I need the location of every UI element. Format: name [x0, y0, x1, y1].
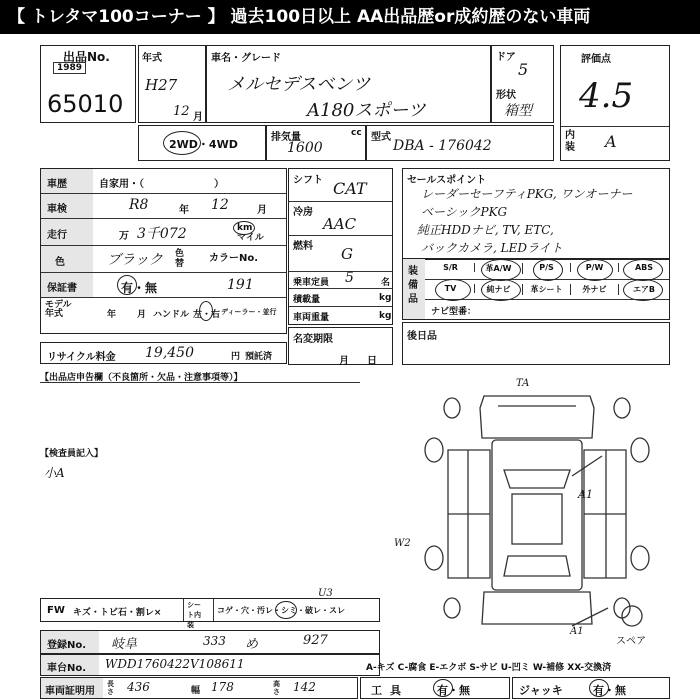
- registration-kana: め: [245, 637, 259, 652]
- registration-box: [40, 630, 380, 654]
- equip-leather-seat: 革シート: [523, 284, 571, 295]
- drive-value: 2WD・4WD: [169, 138, 238, 151]
- displacement-label: 排気量: [271, 132, 301, 143]
- color-value: ブラック: [107, 252, 163, 268]
- interior-label: 内装: [565, 130, 575, 153]
- displacement-unit: cc: [351, 128, 362, 138]
- inspection-label: 車検: [41, 194, 93, 218]
- score-label: 評価点: [581, 54, 611, 65]
- exhibitor-notes-label: 【出品店申告欄（不良箇所・欠品・注意事項等）】: [40, 373, 243, 383]
- spare-label: スペア: [616, 636, 646, 647]
- sales-line-4: バックカメラ, LEDライト: [421, 241, 563, 255]
- equipment-box: [402, 258, 670, 320]
- color-code-label: カラーNo.: [209, 253, 259, 264]
- sales-line-2: ベーシックPKG: [421, 205, 508, 219]
- seat-value: コゲ・穴・汚レ・シミ・破レ・スレ: [217, 606, 345, 615]
- type-box: [366, 125, 554, 161]
- inspection-month: 12: [211, 197, 229, 213]
- displacement-box: [266, 125, 366, 161]
- fuel-label: 燃料: [293, 241, 313, 252]
- seat-label: シート内装: [187, 601, 201, 629]
- registration-class: 333: [203, 634, 226, 648]
- load-label: 積載量: [293, 295, 321, 305]
- after-delivery-label: 後日品: [407, 331, 437, 342]
- diagram-top-note: TA: [516, 378, 530, 389]
- handle-value: 左・右: [193, 310, 221, 320]
- recycle-deposit: 預託済: [245, 352, 273, 362]
- warranty-number: 191: [227, 277, 254, 293]
- equip-airbag: エアB: [632, 285, 656, 294]
- door-value: 5: [518, 60, 529, 79]
- equip-genuine-navi: 純ナビ: [475, 284, 523, 295]
- fw-label: FW: [47, 605, 65, 616]
- header-banner: 【 トレタマ100コーナー 】 過去100日以上 AA出品歴or成約歴のない車両: [0, 0, 700, 34]
- tools-box: [360, 677, 510, 699]
- shift-value: CAT: [333, 179, 367, 198]
- inspection-year-unit: 年: [179, 205, 189, 216]
- width-value: 178: [211, 680, 234, 694]
- model-grade: A180スポーツ: [307, 100, 426, 121]
- capacity-label: 乗車定員: [293, 278, 330, 288]
- diagram-left-note: W2: [394, 538, 411, 549]
- type-label: 型式: [371, 132, 391, 143]
- fuel-value: G: [341, 245, 353, 263]
- color-change-label: 色替: [175, 249, 185, 269]
- model-name: メルセデスベンツ: [227, 74, 371, 95]
- fw-box: [40, 598, 380, 629]
- jack-value: 有・無: [593, 684, 626, 697]
- registration-label: 登録No.: [41, 631, 99, 653]
- equip-sr: S/R: [427, 263, 475, 272]
- name-change-box: [288, 327, 393, 365]
- shift-label: シフト: [293, 175, 323, 186]
- mileage-value: 3千072: [137, 226, 187, 242]
- year-label: 年式: [142, 53, 162, 64]
- height-value: 142: [293, 680, 316, 694]
- door-box: [491, 45, 554, 123]
- type-value: DBA - 176042: [393, 138, 492, 154]
- equip-ext-navi: 外ナビ: [571, 284, 619, 295]
- inspection-era: R8: [129, 197, 149, 213]
- shape-value: 箱型: [504, 103, 532, 119]
- history-value: 自家用・（ ）: [99, 179, 224, 190]
- capacity-unit: 名: [381, 278, 391, 288]
- inspection-month-unit: 月: [257, 205, 267, 216]
- height-label: 高さ: [273, 680, 280, 696]
- after-delivery-box: [402, 322, 670, 365]
- door-label: ドア: [496, 52, 516, 63]
- history-label: 車歴: [41, 169, 93, 193]
- drive-box: [138, 125, 266, 161]
- diagram-side-note: A1: [578, 488, 593, 501]
- mileage-unit: km マイル: [237, 223, 264, 243]
- chassis-label: 車台No.: [41, 655, 99, 675]
- registration-number: 927: [303, 633, 328, 648]
- model-label: 車名・グレード: [211, 53, 281, 64]
- fw-value: キズ・トビ石・割レ×: [73, 608, 162, 618]
- dealer-value: ディーラー・並行: [221, 308, 277, 316]
- chassis-value: WDD1760422V108611: [105, 657, 245, 671]
- jack-box: [512, 677, 670, 699]
- length-value: 436: [127, 680, 150, 694]
- color-label: 色: [41, 246, 93, 272]
- aircon-value: AAC: [323, 215, 357, 233]
- jack-label: ジャッキ: [519, 684, 563, 697]
- sales-line-1: レーダーセーフティPKG, ワンオーナー: [421, 187, 633, 201]
- sales-points-label: セールスポイント: [407, 175, 487, 186]
- interior-value: A: [605, 132, 617, 151]
- name-change-unit: 月日: [339, 356, 395, 367]
- equipment-label: 装備品: [403, 259, 425, 319]
- chassis-box: [40, 654, 380, 676]
- length-label: 長さ: [107, 680, 114, 696]
- displacement-value: 1600: [287, 140, 323, 156]
- recycle-value: 19,450: [145, 345, 194, 361]
- equip-leather-aw: 革A/W: [475, 263, 523, 274]
- lot-box: [40, 45, 136, 123]
- dimensions-label: 車両証明用: [41, 678, 103, 698]
- navi-model-label: ナビ型番：: [431, 307, 477, 317]
- lot-number: 65010: [47, 90, 124, 118]
- model-box: [206, 45, 491, 123]
- specs-box: [288, 168, 393, 325]
- model-year-m: 月: [137, 310, 147, 320]
- model-year-label: モデル年式: [45, 300, 72, 319]
- load-unit: kg: [379, 293, 392, 303]
- aircon-label: 冷房: [293, 207, 313, 218]
- tools-label: 工具: [371, 684, 409, 697]
- equip-tv: TV: [427, 284, 475, 293]
- equip-abs: ABS: [634, 263, 654, 272]
- recycle-label: リサイクル料金: [47, 352, 116, 363]
- mileage-man: 万: [119, 231, 129, 242]
- tools-value: 有・無: [437, 684, 470, 697]
- recycle-unit: 円: [231, 352, 241, 362]
- model-year-y: 年: [107, 310, 117, 320]
- dimensions-box: [40, 677, 358, 699]
- width-label: 幅: [191, 686, 201, 696]
- recycle-box: [40, 342, 287, 364]
- mileage-label: 走行: [41, 219, 93, 245]
- score-box: [560, 45, 670, 161]
- shape-label: 形状: [496, 90, 516, 101]
- weight-label: 車両重量: [293, 313, 330, 323]
- warranty-label: 保証書: [41, 273, 93, 297]
- year-value: H27: [145, 76, 178, 94]
- registration-area: 岐阜: [111, 637, 138, 652]
- year-month: 12: [173, 104, 190, 119]
- car-diagram: [412, 378, 670, 648]
- diagram-bottom-note: A1: [570, 626, 584, 637]
- year-month-unit: 月: [193, 112, 203, 123]
- equip-pw: P/W: [571, 263, 619, 272]
- score-value: 4.5: [579, 76, 634, 116]
- inspector-notes-value: 小A: [44, 466, 65, 480]
- lot-label: 出品No.: [63, 50, 110, 64]
- details-box: [40, 168, 287, 334]
- handle-label: ハンドル: [153, 310, 190, 320]
- capacity-value: 5: [345, 270, 354, 286]
- weight-unit: kg: [379, 311, 392, 321]
- warranty-value: 有・無: [121, 281, 158, 295]
- sales-line-3: 純正HDDナビ, TV, ETC,: [417, 223, 554, 237]
- name-change-label: 名変期限: [293, 334, 333, 345]
- inspector-notes-label: 【検査員記入】: [40, 449, 104, 459]
- year-box: [138, 45, 206, 123]
- lot-year: 1989: [53, 62, 86, 74]
- equip-ps: P/S: [523, 263, 571, 272]
- damage-legend: A-キズ C-腐食 E-エクボ S-サビ U-凹ミ W-補修 XX-交換済: [366, 663, 612, 673]
- diagram-oil-note: U3: [318, 588, 333, 599]
- sales-points-box: [402, 168, 670, 260]
